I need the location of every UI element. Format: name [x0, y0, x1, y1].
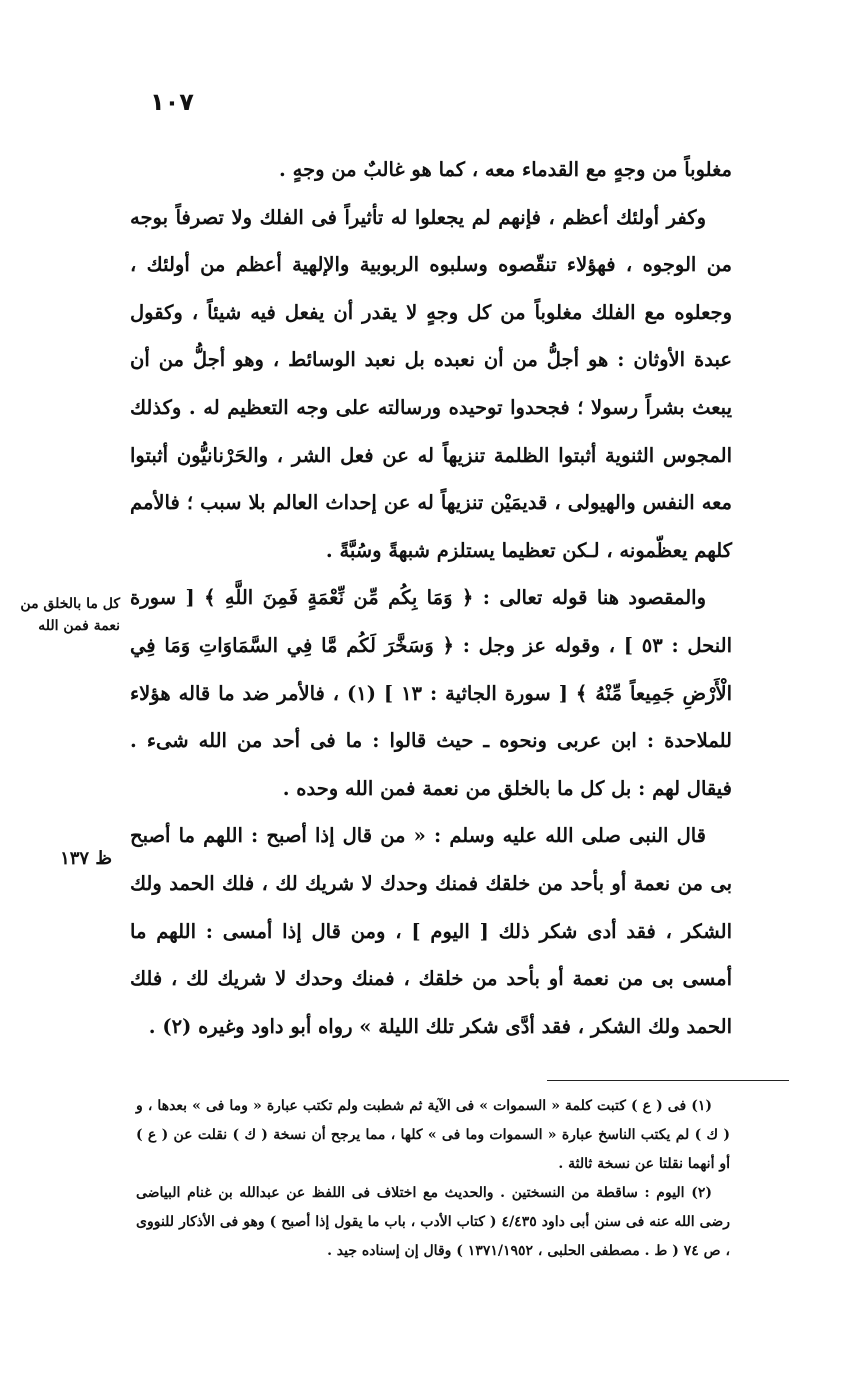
footnote-divider [547, 1080, 789, 1081]
main-text [130, 146, 732, 1050]
footnote: (١) فى ( ع ) كتبت كلمة « السموات » فى الآية ثم شطبت ولم تكتب عبارة « وما فى » بعدها ، و ( ك ) لم يكتب الناسخ عبارة « السموات وما فى » كلها ، مما يرجح أن نسخة ( ك ) نقلت عن ( ع ) أو أنهما نقلتا عن نسخة ثالثة . [136, 1098, 730, 1172]
manuscript-folio-note: ظ ١٣٧ [60, 848, 112, 869]
margin-note: كل ما بالخلق من نعمة فمن الله [20, 596, 120, 634]
page-number: ١٠٧ [150, 88, 194, 116]
paragraph: وكفر أولئك أعظم ، فإنهم لم يجعلوا له تأثيراً فى الفلك ولا تصرفاً بوجه من الوجوه ، فهؤلاء تنقّصوه وسلبوه الربوبية والإلهية أعظم من أولئك ، وجعلوه مع الفلك مغلوباً من كل وجهٍ لا يقدر أن يفعل فيه شيئاً ، وكقول عبدة الأوثان : هو أجلُّ من أن نعبده بل نعبد الوسائط ، وهو أجلُّ من أن يبعث بشراً رسولا ؛ فجحدوا توحيده ورسالته على وجه التعظيم له . وكذلك المجوس الثنوية أثبتوا الظلمة تنزيهاً له عن فعل الشر ، والحَرْنانيُّون أثبتوا معه النفس والهيولى ، قديمَيْن تنزيهاً له عن إحداث العالم بلا سبب ؛ فالأمم كلهم يعظّمونه ، لـكن تعظيما يستلزم شبهةً وسُبَّةً . [130, 205, 732, 562]
footnote: (٢) اليوم : ساقطة من النسختين . والحديث مع اختلاف فى اللفظ عن عبدالله بن غنام البياضى رضى الله عنه فى سنن أبى داود ٤/٤٣٥ ( كتاب الأدب ، باب ما يقول إذا أصبح ) وهو فى الأذكار للنووى ، ص ٧٤ ( ط . مصطفى الحلبى ، ١٣٧١/١٩٥٢ ) وقال إن إسناده جيد . [136, 1185, 730, 1259]
paragraph: مغلوباً من وجهٍ مع القدماء معه ، كما هو غالبٌ من وجهٍ . [279, 158, 732, 181]
paragraph: قال النبى صلى الله عليه وسلم : « من قال إذا أصبح : اللهم ما أصبح بى من نعمة أو بأحد من خلقك فمنك وحدك لا شريك لك ، فلك الحمد ولك الشكر ، فقد أدى شكر ذلك [ اليوم ] ، ومن قال إذا أمسى : اللهم ما أمسى بى من نعمة أو بأحد من خلقك ، فمنك وحدك لا شريك لك ، فلك الحمد ولك الشكر ، فقد أدَّى شكر تلك الليلة » رواه أبو داود وغيره (٢) . [130, 824, 732, 1038]
paragraph: والمقصود هنا قوله تعالى : ﴿ وَمَا بِكُم مِّن نِّعْمَةٍ فَمِنَ اللَّهِ ﴾ [ سورة النحل : ٥٣ ] ، وقوله عز وجل : ﴿ وَسَخَّرَ لَكُم مَّا فِي السَّمَاوَاتِ وَمَا فِي الْأَرْضِ جَمِيعاً مِّنْهُ ﴾ [ سورة الجاثية : ١٣ ] (١) ، فالأمر ضد ما قاله هؤلاء للملاحدة : ابن عربى ونحوه ـ حيث قالوا : ما فى أحد من الله شىء . فيقال لهم : بل كل ما بالخلق من نعمة فمن الله وحده . [130, 586, 732, 800]
footnotes [136, 1092, 730, 1266]
